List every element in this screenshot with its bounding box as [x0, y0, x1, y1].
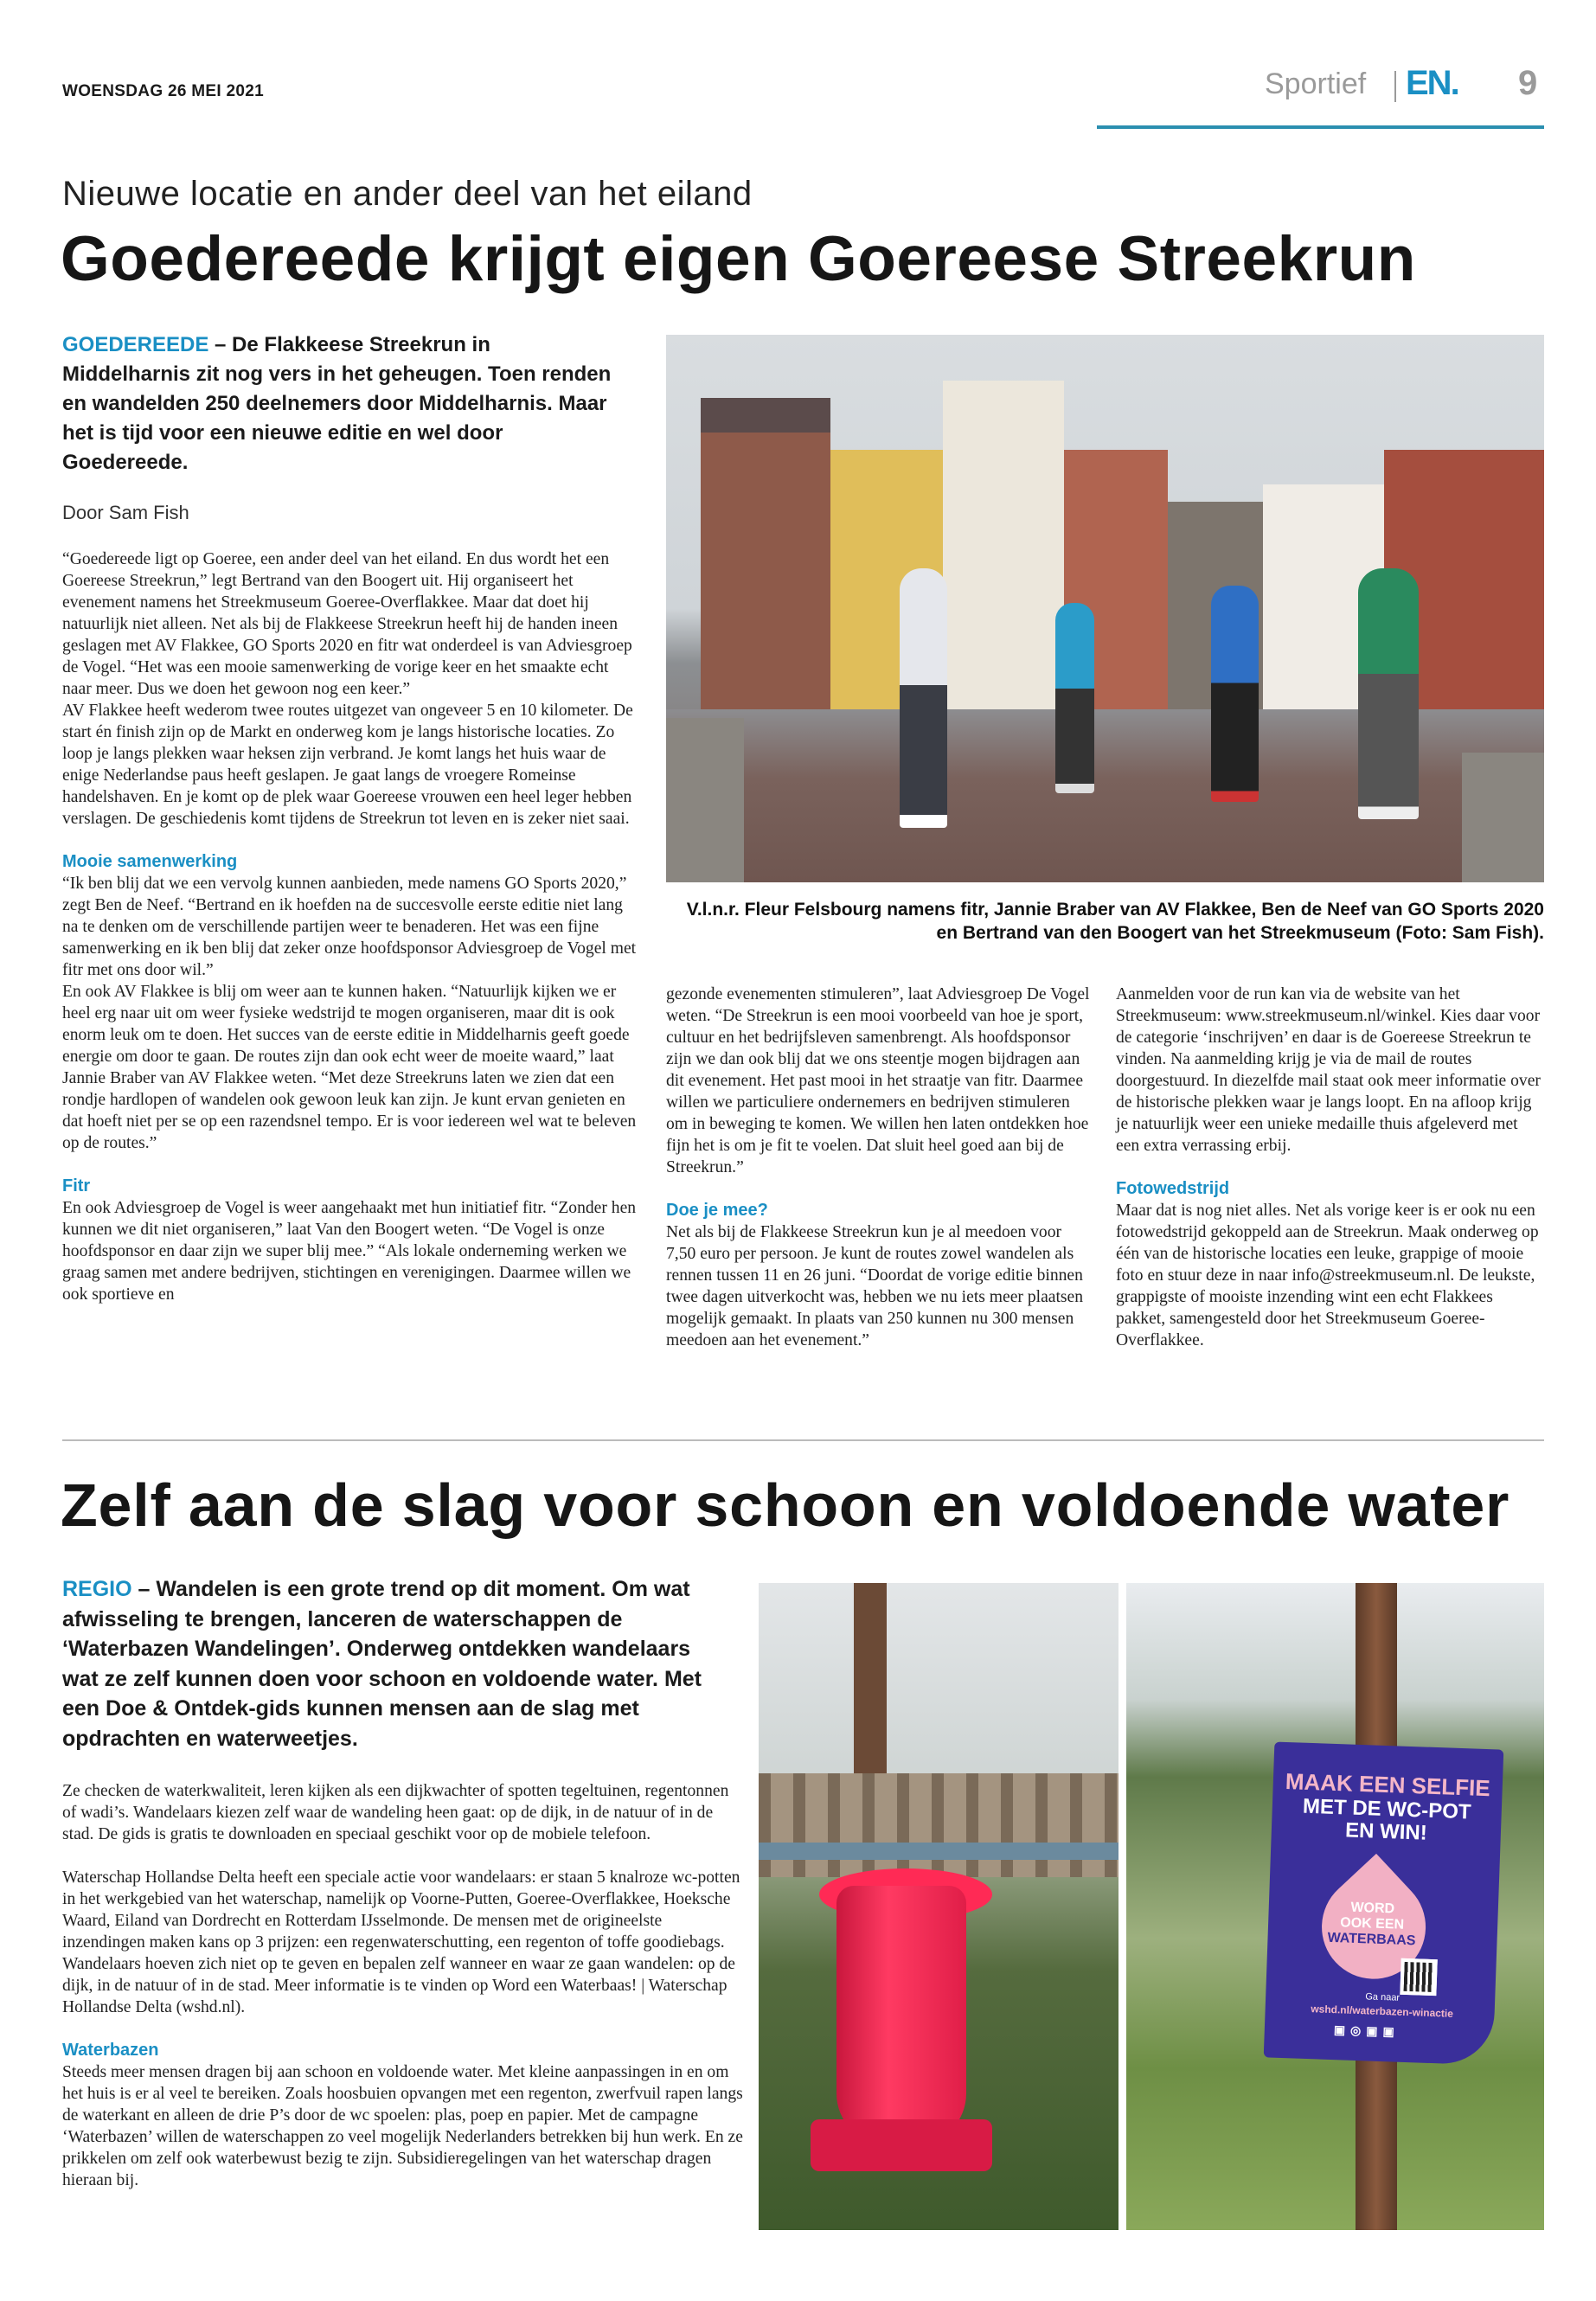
subheading-samenwerking: Mooie samenwerking: [62, 852, 238, 871]
paragraph: Aanmelden voor de run kan via de website van het Streekmuseum: www.streekmuseum.nl/winkel. Kies daar voor de categorie ‘inschrijven’ en daar is de Goereese Streekrun te vinden. Na aanmelding krijg je via de mail de routes doorgestuurd. In diezelfde mail staat ook meer informatie over de historische plekken waar je langs loopt. En na afloop krijg je natuurlijk weer een unieke medaille thuis afgeleverd met een extra verrassing erbij.: [1116, 985, 1541, 1155]
issue-date: WOENSDAG 26 MEI 2021: [62, 82, 265, 100]
dateline: REGIO: [62, 1577, 132, 1601]
intro-text: – Wandelen is een grote trend op dit moment. Om wat afwisseling te brengen, lanceren de waterschappen de ‘Waterbazen Wandelingen’. Onderweg ontdekken wandelaars wat ze zelf kunnen doen voor schoon en voldoende water. Met een Doe & Ontdek-gids kunnen mensen aan de slag met opdrachten en waterweetjes.: [62, 1577, 702, 1751]
article1-intro: [62, 330, 616, 478]
article2-intro: [62, 1574, 720, 1753]
paragraph: gezonde evenementen stimuleren”, laat Adviesgroep De Vogel weten. “De Streekrun is een mooi voorbeeld van hoe je sport, cultuur en het bedrijfsleven samenbrengt. Als hoofdsponsor zijn we dan ook blij dat we ons steentje mogen bijdragen aan dit evenement. Het past mooi in het straatje van fitr. Daarmee willen we particuliere ondernemers en bedrijven stimuleren om in beweging te komen. We willen hen laten ontdekken hoe fijn het is om je fit te voelen. Dat sluit heel goed aan bij de Streekrun.”: [666, 985, 1090, 1176]
photo-caption: V.l.n.r. Fleur Felsbourg namens fitr, Jannie Braber van AV Flakkee, Ben de Neef van GO Sports 2020 en Bertrand van den Boogert van het Streekmuseum (Foto: Sam Fish).: [686, 900, 1544, 943]
qr-code-icon: [1400, 1958, 1437, 1996]
article2-headline: Zelf aan de slag voor schoon en voldoende water: [61, 1471, 1510, 1539]
header-rule: [1097, 125, 1544, 129]
paragraph: En ook AV Flakkee is blij om weer aan te kunnen haken. “Natuurlijk kijken we er heel erg naar uit om weer fysieke wedstrijd te mogen organiseren, maar dit is ook enorm leuk om te doen. Het succes van de eerste editie in Middelharnis geeft goede energie om door te gaan. De routes zijn dan ook echt weer de moeite waard,” laat Jannie Braber van AV Flakkee weten. “Met deze Streekruns laten we zien dat een rondje hardlopen of wandelen ook gewoon leuk kan zijn. Je kunt ervan genieten en dat hoeft niet per se op een razendsnel tempo. Er is voor iedereen wel wat te beleven op de routes.”: [62, 983, 637, 1152]
header-separator: [1394, 71, 1396, 102]
paragraph: Steeds meer mensen dragen bij aan schoon en voldoende water. Met kleine aanpassingen in en om het huis is er al veel te bereiken. Zoals hoosbuien opvangen met een regenton, zwerfvuil rapen langs de waterkant en alleen de drie P’s door de wc spoelen: plas, poep en papier. Met de campagne ‘Waterbazen’ willen de waterschappen zo veel mogelijk Nederlanders betrekken bij hun werk. En ze prikkelen om zelf ook waterbewust bezig te zijn. Subsidieregelingen van het waterschap dragen hieraan bij.: [62, 2063, 743, 2189]
photo-pink-toilet: [759, 1583, 1118, 2230]
subheading-fitr: Fitr: [62, 1176, 91, 1195]
paragraph: Ze checken de waterkwaliteit, leren kijken als een dijkwachter of spotten tegeltuinen, regentonnen of wadi’s. Wandelaars kiezen zelf waar de wandeling heen gaat: op de dijk, in de natuur of in de stad. De gids is gratis te downloaden en speciaal geschikt voor op de mobiele telefoon.: [62, 1782, 729, 1843]
paragraph: AV Flakkee heeft wederom twee routes uitgezet van ongeveer 5 en 10 kilometer. De start én finish zijn op de Markt en onderweg kom je langs historische locaties. Zo loop je langs plekken waar heksen zijn verbrand. Je komt langs het huis waar de enige Nederlandse paus heeft geslapen. Je gaat langs de vroegere Romeinse handelshaven. En je komt op de plek waar Goereese vrouwen een heel leger hebben verslagen. De geschiedenis komt tijdens de Streekrun tot leven en is zeker niet saai.: [62, 702, 633, 828]
article1-column-1: [62, 548, 638, 1305]
article1-headline: Goedereede krijgt eigen Goereese Streekrun: [61, 224, 1416, 294]
paragraph: Net als bij de Flakkeese Streekrun kun je al meedoen voor 7,50 euro per persoon. Je kunt de routes zowel wandelen als rennen tussen 11 en 26 juni. “Doordat de vorige editie binnen twee dagen uitverkocht was, hebben we nu iets meer plaatsen mogelijk gemaakt. In plaats van 250 kunnen nu 300 mensen meedoen aan het evenement.”: [666, 1223, 1084, 1349]
newspaper-logo: EN.: [1406, 64, 1458, 102]
subheading-fotowedstrijd: Fotowedstrijd: [1116, 1179, 1230, 1198]
intro-text: – De Flakkeese Streekrun in Middelharnis zit nog vers in het geheugen. Toen renden en wandelden 250 deelnemers door Middelharnis. Maar het is tijd voor een nieuwe editie en wel door Goedereede.: [62, 333, 612, 474]
article2-body: [62, 1780, 746, 2191]
subheading-doe-je-mee: Doe je mee?: [666, 1201, 768, 1220]
byline: Door Sam Fish: [62, 502, 189, 523]
article1-column-2: [666, 984, 1090, 1351]
paragraph: “Ik ben blij dat we een vervolg kunnen aanbieden, mede namens GO Sports 2020,” zegt Ben de Neef. “Bertrand en ik hoefden na de succesvolle eerste editie niet lang na te denken om de verschillende partijen weer te benaderen. Het was een fijne samenwerking en ik ben blij dat zeker onze hoofdsponsor Adviesgroep de Vogel met fitr met ons door wil.”: [62, 875, 637, 979]
paragraph: Maar dat is nog niet alles. Net als vorige keer is er ook nu een fotowedstrijd gekoppeld aan de Streekrun. Maak onderweg op één van de historische locaties een leuke, grappige of mooie foto en stuur deze in naar info@streekmuseum.nl. De leukste, grappigste of mooiste inzending wint een echt Flakkees pakket, samengesteld door het Streekmuseum Goeree-Overflakkee.: [1116, 1202, 1539, 1349]
paragraph: “Goedereede ligt op Goeree, een ander deel van het eiland. En dus wordt het een Goereese Streekrun,” legt Bertrand van den Boogert uit. Hij organiseert het evenement namens het Streekmuseum Goeree-Overflakkee. Maar dat doet hij natuurlijk niet alleen. Net als bij de Flakkeese Streekrun heeft hij de handen ineen geslagen met AV Flakkee, GO Sports 2020 en fitr wat onderdeel is van Adviesgroep de Vogel. “Het was een mooie samenwerking de vorige keer en het smaakte echt naar meer. Dus we doen het gewoon nog een keer.”: [62, 550, 632, 698]
article-divider: [62, 1439, 1544, 1441]
article1-kicker: Nieuwe locatie en ander deel van het eiland: [62, 175, 753, 213]
photo-runners-market-square: [666, 335, 1544, 882]
photo-waterbaas-sign: [1126, 1583, 1544, 2230]
article1-column-3: [1116, 984, 1544, 1351]
paragraph: Waterschap Hollandse Delta heeft een speciale actie voor wandelaars: er staan 5 knalroze wc-potten in het werkgebied van het waterschap, namelijk op Voorne-Putten, Goeree-Overflakkee, Hoeksche Waard, Eiland van Dordrecht en Rotterdam IJsselmonde. De mensen met de origineelste inzendingen maken kans op 3 prijzen: een regenwaterschutting, een regenton of toffe goodiebags. Wandelaars hoeven zich niet op te geven en bepalen zelf wanneer en waar ze gaan wandelen: op de dijk, in de natuur of in de stad. Meer informatie is te vinden op Word een Waterbaas! | Waterschap Hollandse Delta (wshd.nl).: [62, 1868, 740, 2016]
page-number: 9: [1518, 64, 1538, 102]
dateline: GOEDEREEDE: [62, 333, 209, 356]
section-name: Sportief: [1265, 67, 1367, 100]
social-media-icons: ▣◎▣▣: [1333, 2022, 1401, 2039]
paragraph: En ook Adviesgroep de Vogel is weer aangehaakt met hun initiatief fitr. “Zonder hen kunnen we dit niet organiseren,” laat Van den Boogert weten. “De Vogel is onze hoofdsponsor en daar zijn we super blij mee.” “Als lokale onderneming werken we graag samen met andere bedrijven, stichtingen en verenigingen. Daarmee willen we ook sportieve en: [62, 1199, 637, 1304]
waterbaas-poster: MAAK EEN SELFIE MET DE WC-POT EN WIN! WORD OOK EEN WATERBAAS Ga naar wshd.nl/waterbazen-winactie ▣◎▣▣: [1264, 1741, 1504, 2065]
subheading-waterbazen: Waterbazen: [62, 2041, 159, 2060]
